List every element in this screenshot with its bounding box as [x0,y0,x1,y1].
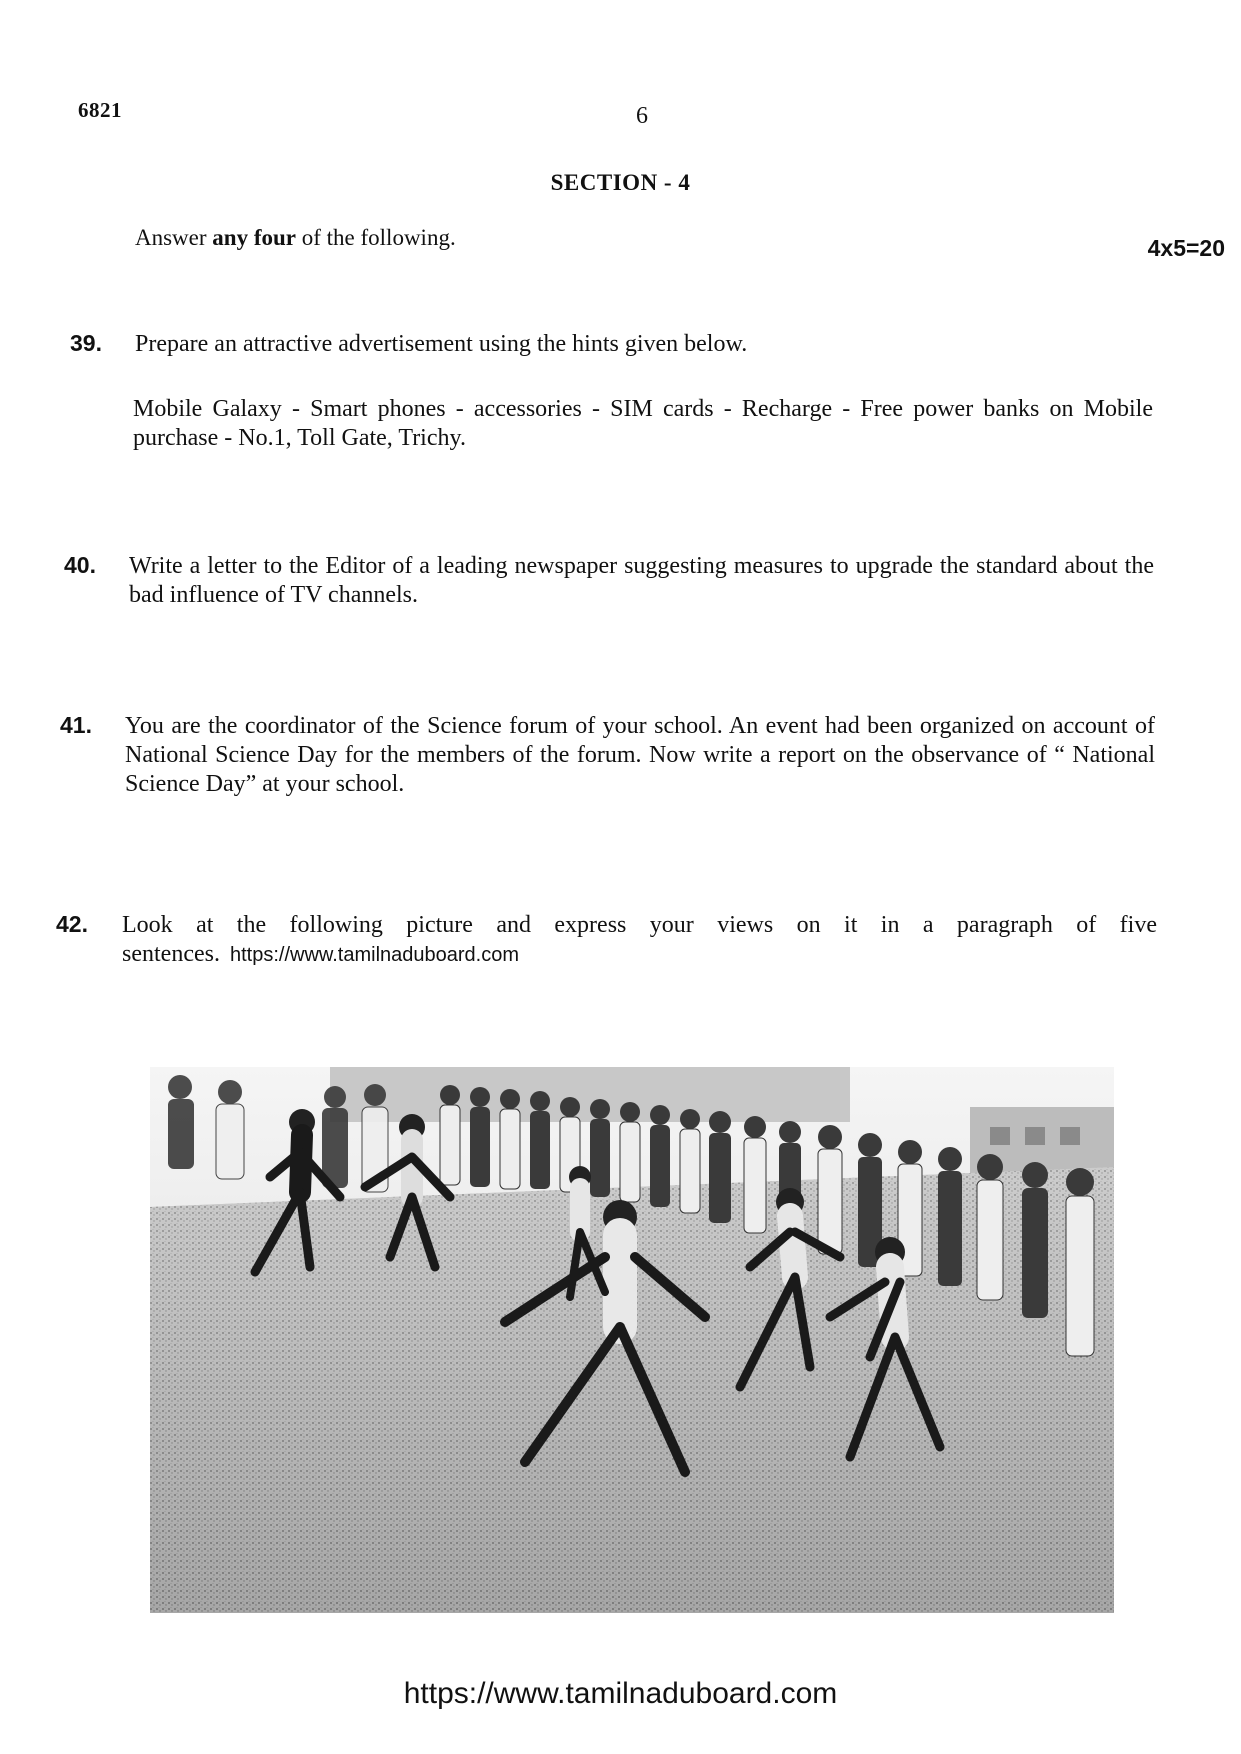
kabaddi-photo [150,1067,1114,1613]
question-number: 42. [56,911,88,937]
instruction-pre: Answer [135,225,213,250]
question-text [122,911,1157,970]
question-hints: Mobile Galaxy - Smart phones - accessories - SIM cards - Recharge - Free power banks on Mobile purchase - No.1, Toll Gate, Trichy. [133,396,1153,451]
inline-url: https://www.tamilnaduboard.com [229,944,519,966]
page-number: 6 [636,103,648,129]
question-number: 39. [70,330,102,356]
building [330,1067,850,1122]
question-text-body: Look at the following picture and express your views on it in a paragraph of five sentences. [122,912,1157,967]
question-text: You are the coordinator of the Science forum of your school. An event had been organized on account of National Science Day for the members of the forum. Now write a report on the observance of “ National Science Day” at your school. [125,713,1155,797]
instruction-post: of the following. [296,225,456,250]
question-number: 40. [64,552,96,578]
instruction-bold: any four [212,225,296,250]
question-text: Write a letter to the Editor of a leading newspaper suggesting measures to upgrade the standard about the bad influence of TV channels. [129,553,1154,608]
question-text: Prepare an attractive advertisement using the hints given below. [135,331,748,357]
footer-url: https://www.tamilnaduboard.com [403,1677,838,1710]
marks-allocation: 4x5=20 [1147,235,1225,261]
question-number: 41. [60,712,92,738]
instruction [135,225,456,251]
section-title: SECTION - 4 [550,170,691,195]
paper-code: 6821 [78,98,122,122]
